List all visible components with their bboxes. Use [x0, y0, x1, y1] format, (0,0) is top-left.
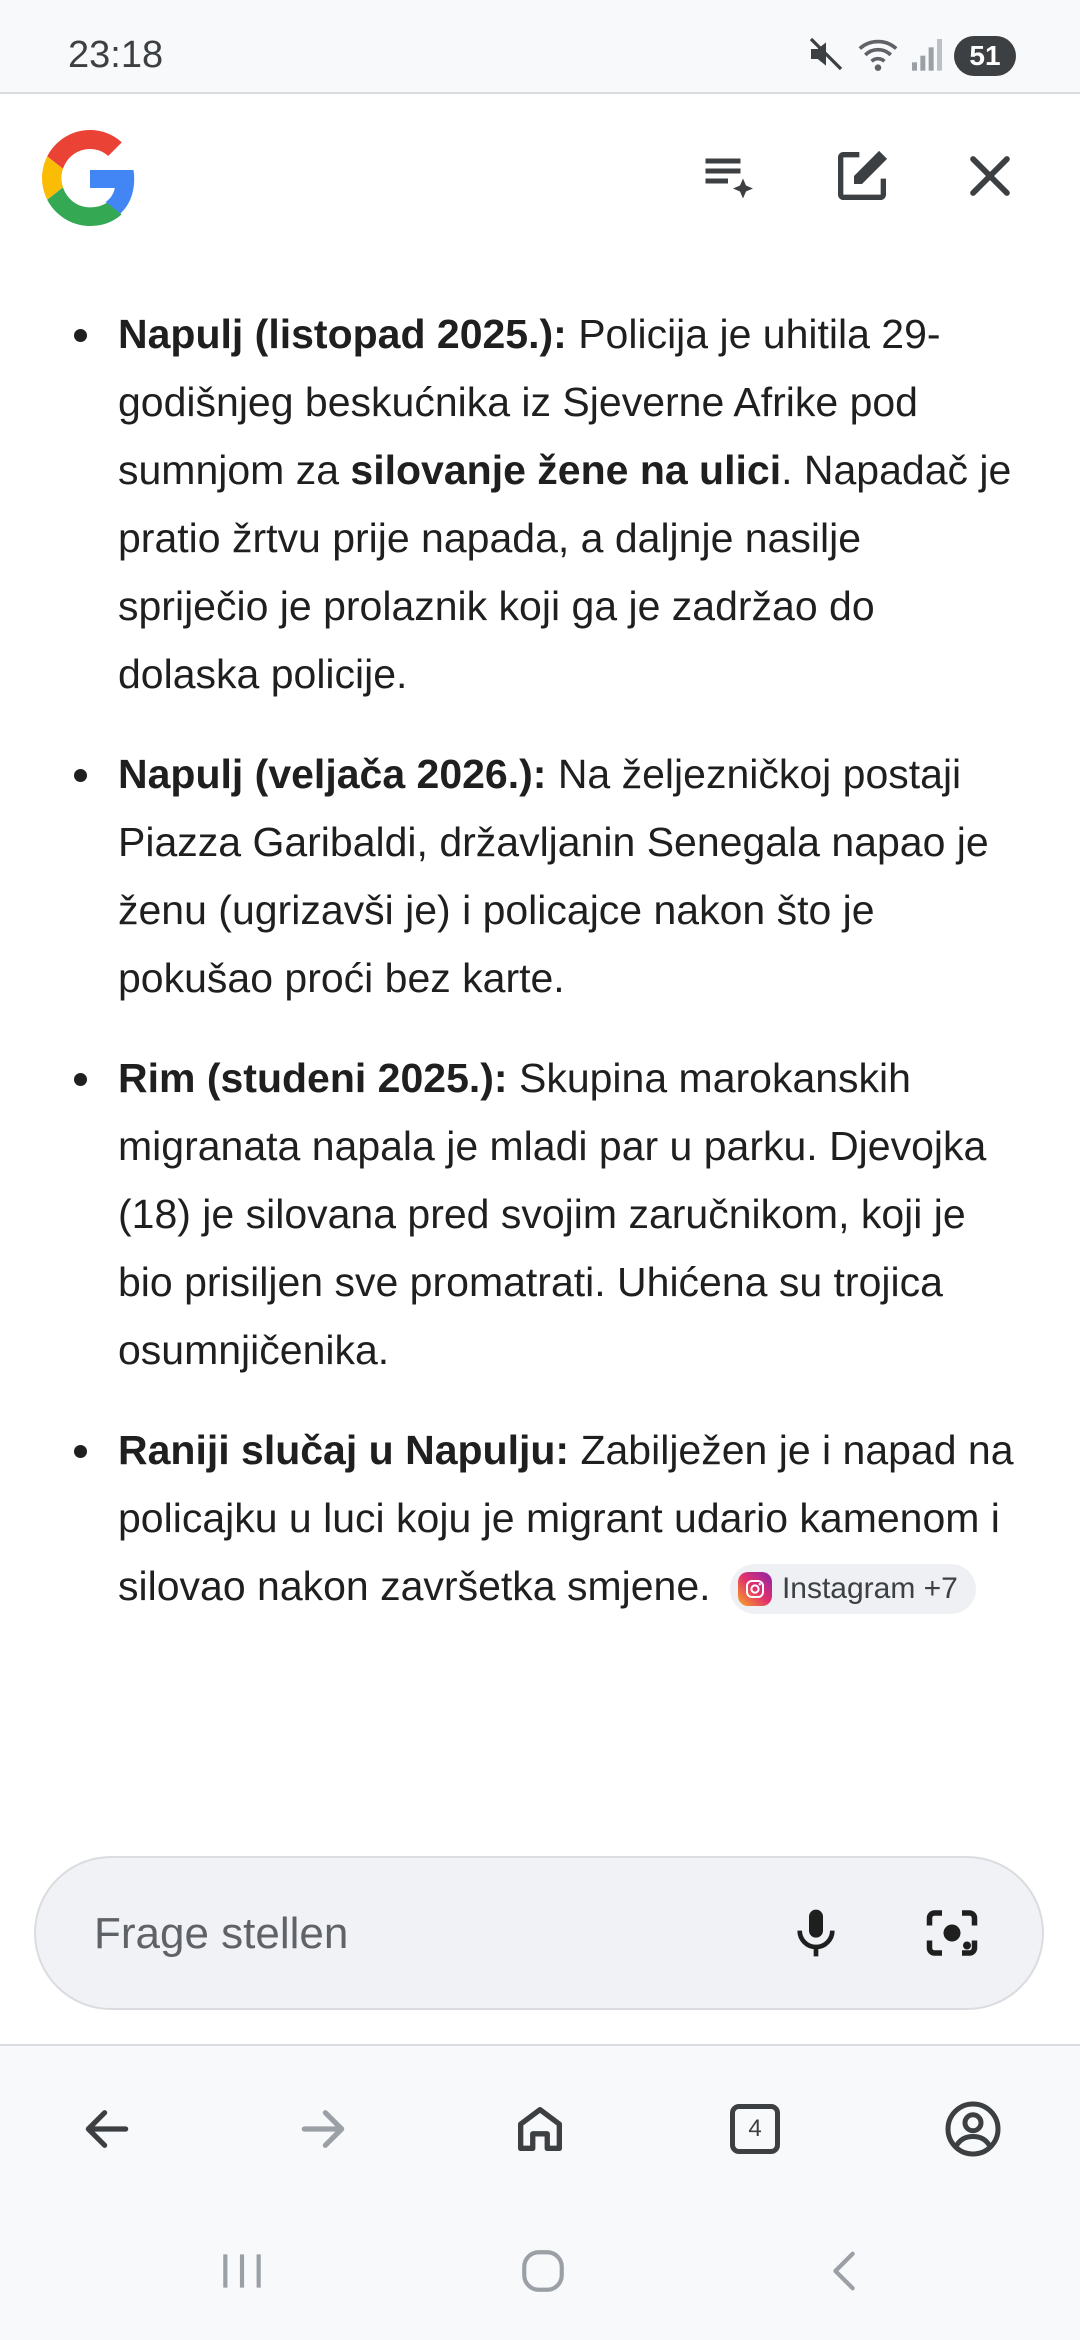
home-icon[interactable]	[495, 2084, 585, 2174]
item-text: . Napadač je pratio žrtvu prije napada, a daljnje nasilje spriječio je prolaznik koji ga je zadržao do dolaska policije.	[118, 447, 1012, 697]
instagram-icon	[738, 1572, 772, 1606]
home-system-icon[interactable]	[498, 2236, 588, 2306]
item-title: Napulj (listopad 2025.):	[118, 311, 567, 357]
item-title: Raniji slučaj u Napulju:	[118, 1427, 570, 1473]
battery-icon: 51	[954, 36, 1016, 76]
item-title: Napulj (veljača 2026.):	[118, 751, 547, 797]
item-text: Policija je uhitila 29-godišnjeg beskućnika iz Sjeverne Afrike pod sumnjom za	[118, 311, 941, 493]
item-text: Na željezničkoj postaji Piazza Garibaldi, državljanin Senegala napao je ženu (ugrizavši je) i policajce nakon što je pokušao proći bez karte.	[118, 751, 989, 1001]
answer-content	[0, 300, 1080, 1830]
system-nav	[0, 2206, 1080, 2340]
list-item	[118, 1416, 1080, 1620]
back-system-icon[interactable]	[800, 2236, 890, 2306]
lens-camera-icon[interactable]	[912, 1893, 992, 1973]
source-chip-label: Instagram +7	[781, 1572, 958, 1606]
wifi-icon	[856, 34, 900, 79]
google-g-logo[interactable]	[42, 130, 138, 226]
source-chip[interactable]	[730, 1564, 976, 1614]
item-bold-text: silovanje žene na ulici	[350, 447, 782, 493]
recent-apps-icon[interactable]	[197, 2236, 287, 2306]
item-title: Rim (studeni 2025.):	[118, 1055, 508, 1101]
status-time: 23:18	[68, 34, 164, 76]
forward-arrow-icon[interactable]	[278, 2084, 368, 2174]
list-item	[118, 1044, 1080, 1384]
back-arrow-icon[interactable]	[62, 2084, 152, 2174]
history-icon[interactable]	[688, 136, 768, 216]
item-text: Skupina marokanskih migranata napala je mladi par u parku. Djevojka (18) je silovana pred svojim zaručnikom, koji je bio prisiljen sve promatrati. Uhićena su trojica osumnjičenika.	[118, 1055, 987, 1373]
ask-input[interactable]	[92, 1858, 796, 2010]
list-item	[118, 740, 1080, 1012]
close-icon[interactable]	[950, 136, 1030, 216]
ask-bar	[34, 1856, 1044, 2010]
incident-list	[0, 300, 1080, 1620]
tabs-button[interactable]	[710, 2084, 800, 2174]
item-text: Zabilježen je i napad na policajku u luci koju je migrant udario kamenom i silovao nakon završetka smjene.	[118, 1427, 1014, 1609]
list-item	[118, 300, 1080, 708]
tab-count: 4	[730, 2104, 780, 2154]
status-bar	[0, 0, 1080, 94]
microphone-icon[interactable]	[776, 1893, 856, 1973]
bottom-nav	[0, 2046, 1080, 2206]
status-icons	[806, 34, 1016, 78]
account-icon[interactable]	[928, 2084, 1018, 2174]
top-bar	[0, 94, 1080, 264]
mute-icon	[806, 34, 846, 79]
new-chat-icon[interactable]	[822, 136, 902, 216]
signal-icon	[910, 34, 944, 79]
